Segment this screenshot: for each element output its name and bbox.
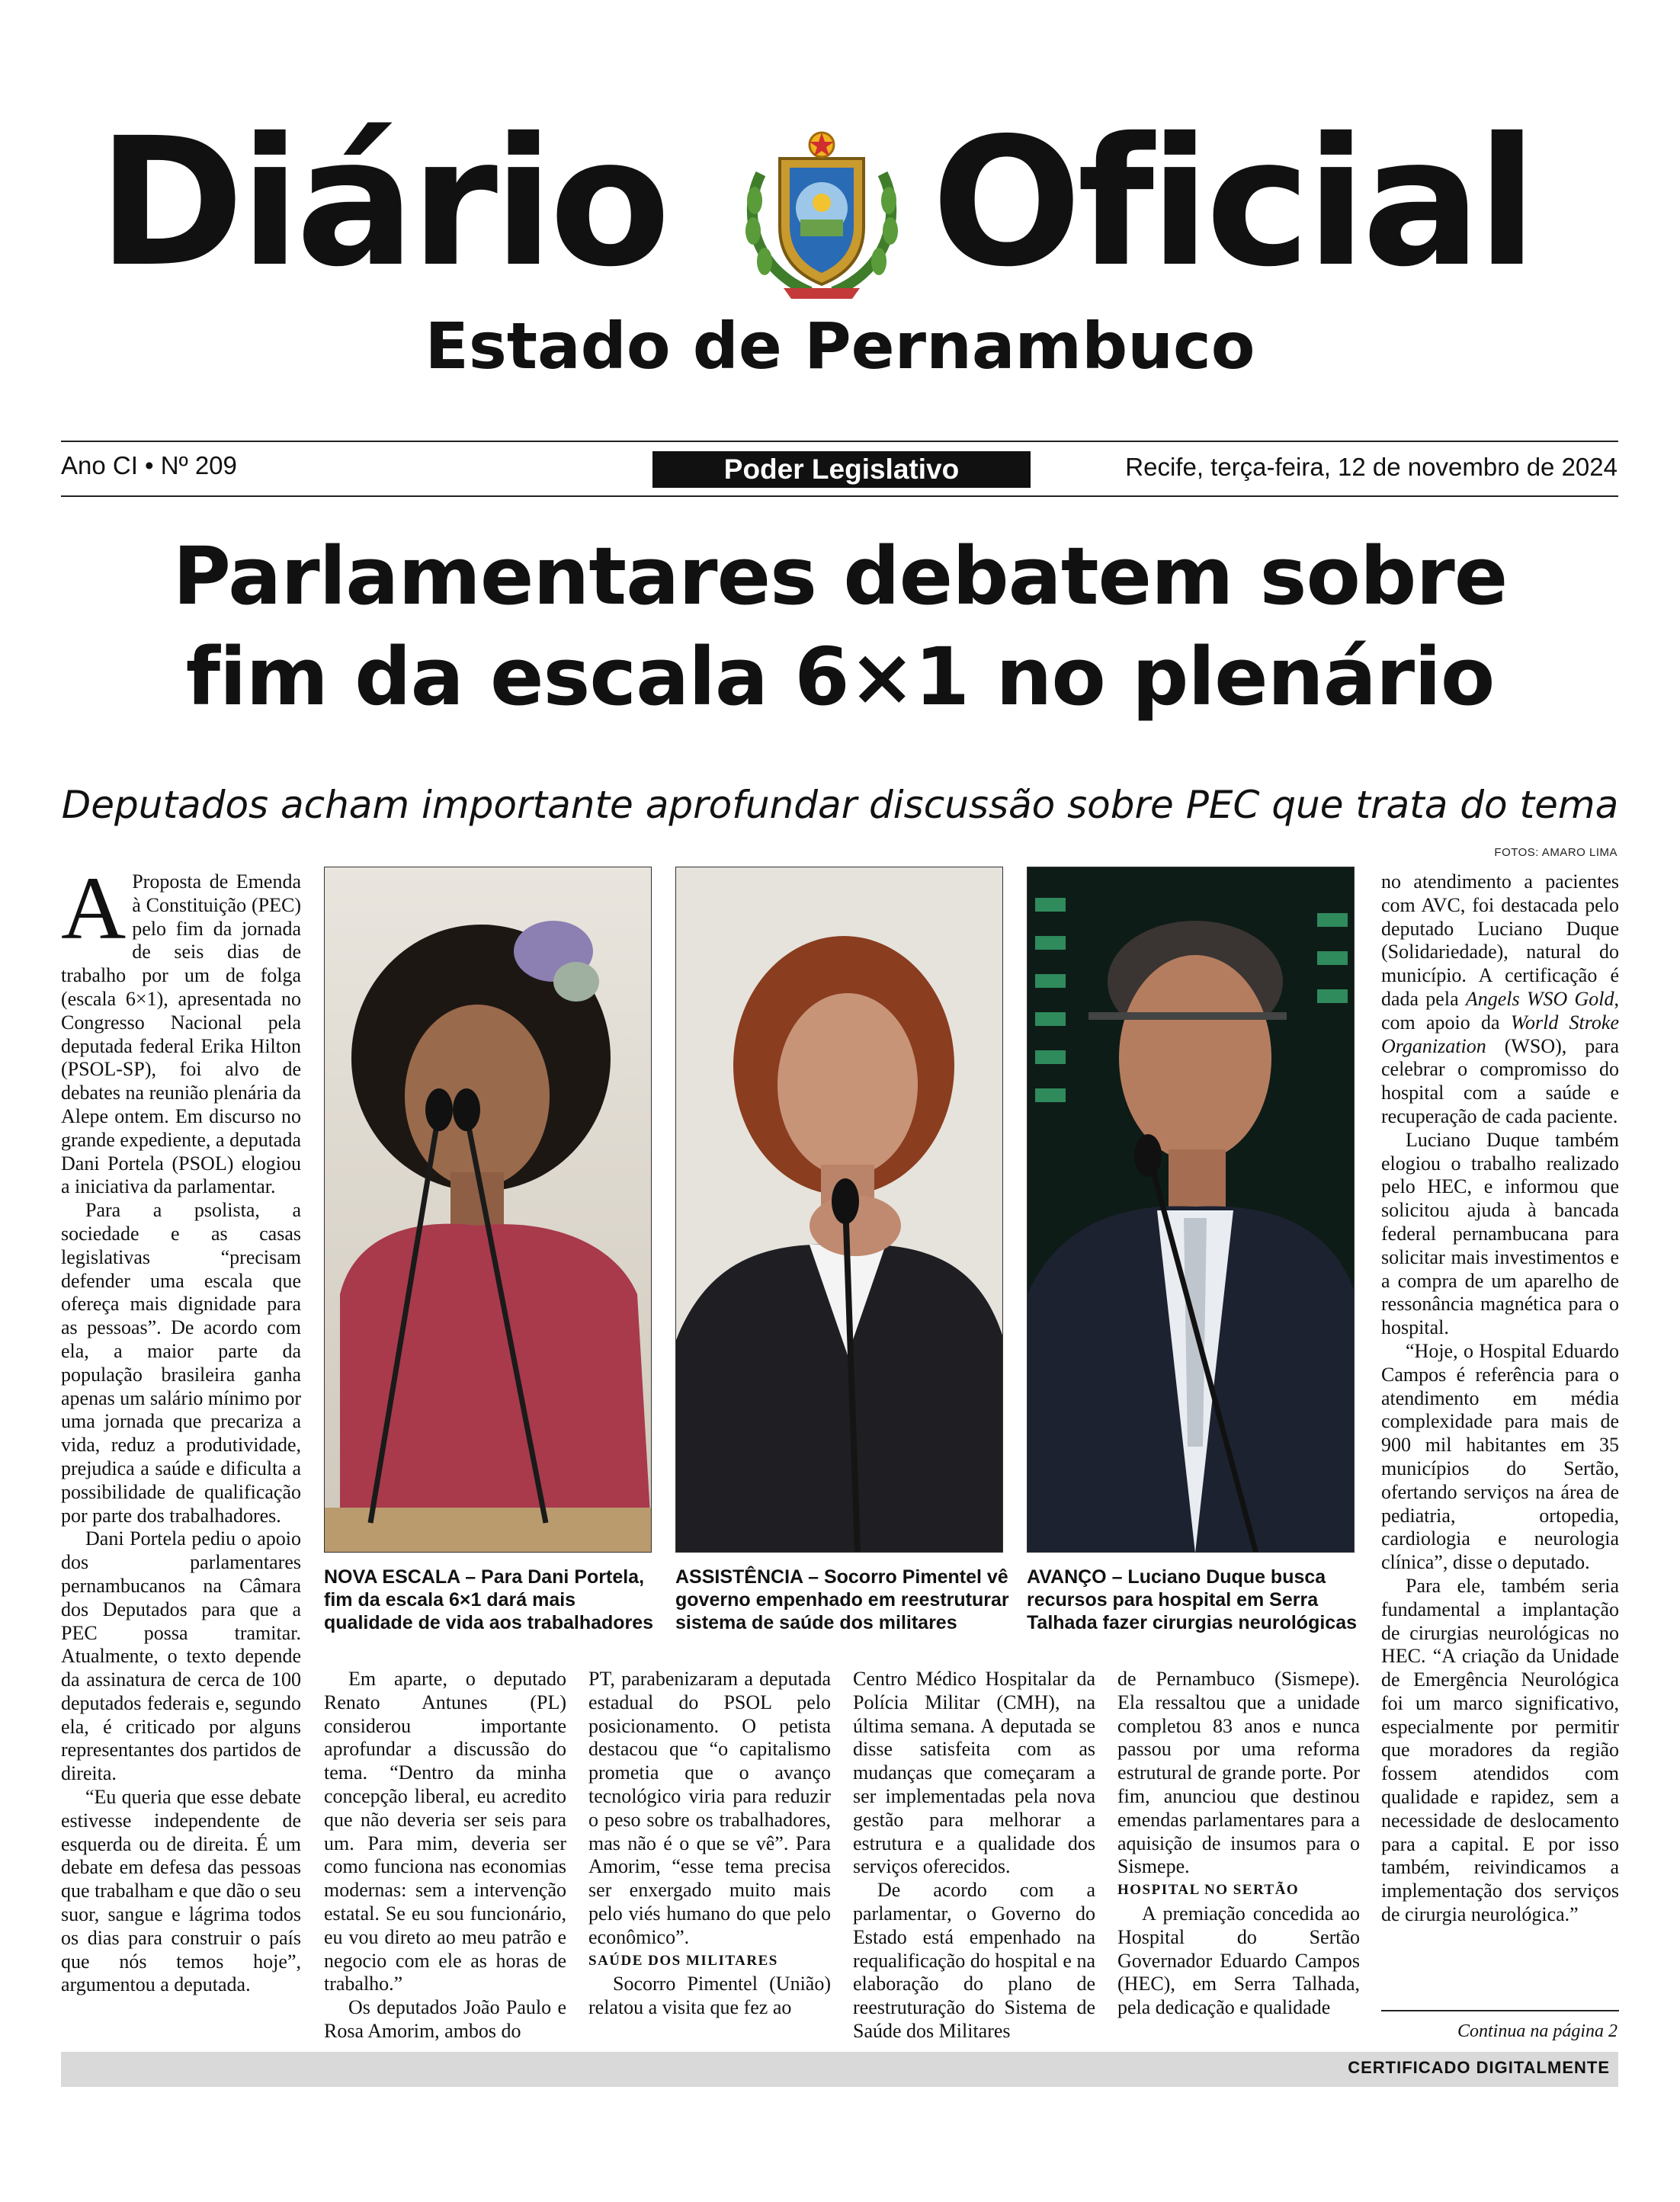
- article-column-4: [853, 1668, 1095, 2043]
- masthead-subtitle: Estado de Pernambuco: [425, 309, 1255, 383]
- article-column-1: [61, 858, 301, 1997]
- article-paragraph: “Eu queria que esse debate estivesse independente de esquerda ou de direita. É um debate em defesa das pessoas que trabalham e que dão o seu suor, sangue e lágrima todos os dias para construir o país que nós temos hoje”, argumentou a deputada.: [61, 1786, 301, 1996]
- caption-photo-2: ASSISTÊNCIA – Socorro Pimentel vê governo empenhado em reestruturar sistema de saúde dos militares: [675, 1566, 1009, 1633]
- photo-dani-portela: [324, 867, 652, 1553]
- photo-credit: FOTOS: AMARO LIMA: [1494, 846, 1617, 859]
- headline-line-1: Parlamentares debatem sobre: [172, 530, 1508, 623]
- subsection-heading: HOSPITAL NO SERTÃO: [1117, 1882, 1300, 1899]
- article-paragraph: PT, parabenizaram a deputada estadual do PSOL pelo posicionamento. O petista destacou que “o capitalismo prometia que o avanço tecnológico viria para reduzir o peso sobre os trabalhadores, mas não é o que se vê”. Para Amorim, “esse tema precisa ser enxergado muito mais pelo viés humano do que pelo econômico”.: [588, 1668, 831, 1948]
- subsection-heading: SAÚDE DOS MILITARES: [588, 1952, 778, 1969]
- article-column-6: [1381, 870, 1619, 1927]
- continued-on-page-link[interactable]: Continua na página 2: [1457, 2021, 1617, 2041]
- article-paragraph: de Pernambuco (Sismepe). Ela ressaltou que a unidade completou 83 anos e nunca passou por uma reforma estrutural de grande porte. Por fim, anunciou que destinou emendas parlamentares para a aquisição de insumos para o Sismepe.: [1117, 1668, 1360, 1878]
- caption-photo-1: NOVA ESCALA – Para Dani Portela, fim da escala 6×1 dará mais qualidade de vida aos trabalhadores: [324, 1566, 654, 1633]
- article-paragraph: “Hoje, o Hospital Eduardo Campos é referência para o atendimento em média complexidade para mais de 900 mil habitantes em 35 municípios do Sertão, ofertando serviços na área de pediatria, ortopedia, cardiologia e neurologia clínica”, disse o deputado.: [1381, 1339, 1619, 1574]
- article-paragraph: Em aparte, o deputado Renato Antunes (PL) considerou importante aprofundar a discussão do tema. “Dentro da minha concepção liberal, eu acredito que não deveria ser seis para um. Para mim, deveria ser como funciona nas economias modernas: sem a intervenção estatal. Se eu sou funcionário, eu vou direto ao meu patrão e negocio com ele as horas de trabalho.”: [324, 1668, 566, 1995]
- publication-date: Recife, terça-feira, 12 de novembro de 2024: [1125, 453, 1617, 481]
- portrait-man-speaking-icon: [1028, 867, 1355, 1553]
- continued-divider: [1381, 2010, 1619, 2011]
- article-column-5: [1117, 1668, 1360, 2020]
- section-label: Poder Legislativo: [652, 451, 1031, 488]
- issue-number: Ano CI • Nº 209: [61, 451, 237, 479]
- top-divider: [61, 441, 1618, 442]
- article-paragraph: De acordo com a parlamentar, o Governo do Estado está empenhado na requalificação do hospital e na elaboração do plano de reestruturação do Sistema de Saúde dos Militares: [853, 1879, 1095, 2042]
- article-paragraph: Luciano Duque também elogiou o trabalho realizado pelo HEC, e informou que solicitou ajuda à bancada federal pernambucana para solicitar mais investimentos e a compra de um aparelho de ressonância magnética para o hospital.: [1381, 1128, 1619, 1339]
- article-paragraph: Socorro Pimentel (União) relatou a visita que fez ao: [588, 1973, 831, 2019]
- article-paragraph: Dani Portela pediu o apoio dos parlamentares pernambucanos na Câmara dos Deputados para que a PEC possa tramitar. Atualmente, o texto depende da assinatura de cerca de 100 deputados federais e, segundo ela, é criticado por alguns representantes dos partidos de direita.: [61, 1527, 301, 1785]
- headline-line-2: fim da escala 6×1 no plenário: [185, 630, 1495, 723]
- article-paragraph: Centro Médico Hospitalar da Polícia Militar (CMH), na última semana. A deputada se disse satisfeita com as mudanças que começaram a ser implementadas pela nova gestão para melhorar a estrutura e a qualidade dos serviços oferecidos.: [853, 1668, 1095, 1878]
- drop-cap: A: [61, 858, 127, 958]
- photo-socorro-pimentel: [675, 867, 1003, 1553]
- bottom-divider: [61, 495, 1618, 497]
- portrait-woman-speaking-icon: [325, 867, 652, 1553]
- article-column-3: [588, 1668, 831, 2020]
- masthead-title-right: Oficial: [931, 100, 1533, 306]
- portrait-woman-speaking-icon: [676, 867, 1003, 1553]
- article-paragraph: Para ele, também seria fundamental a implantação de cirurgias neurológicas no HEC. “A criação da Unidade de Emergência Neurológica foi um marco significativo, especialmente por permitir que moradores da região fossem atendidos com qualidade e rapidez, sem a necessidade de deslocamento para a capital. E por isso também, reivindicamos a implementação dos serviços de cirurgia neurológica.”: [1381, 1574, 1619, 1926]
- article-paragraph: Para a psolista, a sociedade e as casas legislativas “precisam defender uma escala que ofereça mais dignidade para as pessoas”. De acordo com ela, a maior parte da população brasileira ganha apenas um salário mínimo por uma jornada que precariza a vida, reduz a produtividade, prejudica a saúde e dificulta a possibilidade de qualificação por parte dos trabalhadores.: [61, 1199, 301, 1527]
- article-headline: [0, 526, 1680, 727]
- article-paragraph: Os deputados João Paulo e Rosa Amorim, ambos do: [324, 1996, 566, 2042]
- article-paragraph: no atendimento a pacientes com AVC, foi destacada pelo deputado Luciano Duque (Solidariedade), natural do município. A certificação é dada pela Angels WSO Gold, com apoio da World Stroke Organization (WSO), para celebrar o compromisso do hospital com a saúde e recuperação de cada paciente.: [1381, 870, 1619, 1127]
- caption-photo-3: AVANÇO – Luciano Duque busca recursos para hospital em Serra Talhada fazer cirurgias neurológicas: [1027, 1566, 1358, 1633]
- article-subheadline: Deputados acham importante aprofundar discussão sobre PEC que trata do tema: [61, 783, 1619, 827]
- state-coat-of-arms-icon: [738, 128, 906, 303]
- article-paragraph: A premiação concedida ao Hospital do Sertão Governador Eduardo Campos (HEC), em Serra Talhada, pela dedicação e qualidade: [1117, 1902, 1360, 2019]
- photo-luciano-duque: [1027, 867, 1355, 1553]
- masthead-title-left: Diário: [98, 100, 666, 306]
- article-column-2: [324, 1668, 566, 2043]
- article-paragraph: A Proposta de Emenda à Constituição (PEC) pelo fim da jornada de seis dias de trabalho por um de folga (escala 6×1), apresentada no Congresso Nacional pela deputada federal Erika Hilton (PSOL-SP), foi alvo de debates na reunião plenária da Alepe ontem. Em discurso no grande expediente, a deputada Dani Portela (PSOL) elogiou a iniciativa da parlamentar.: [61, 858, 301, 1198]
- digital-certification-label: CERTIFICADO DIGITALMENTE: [1348, 2058, 1610, 2077]
